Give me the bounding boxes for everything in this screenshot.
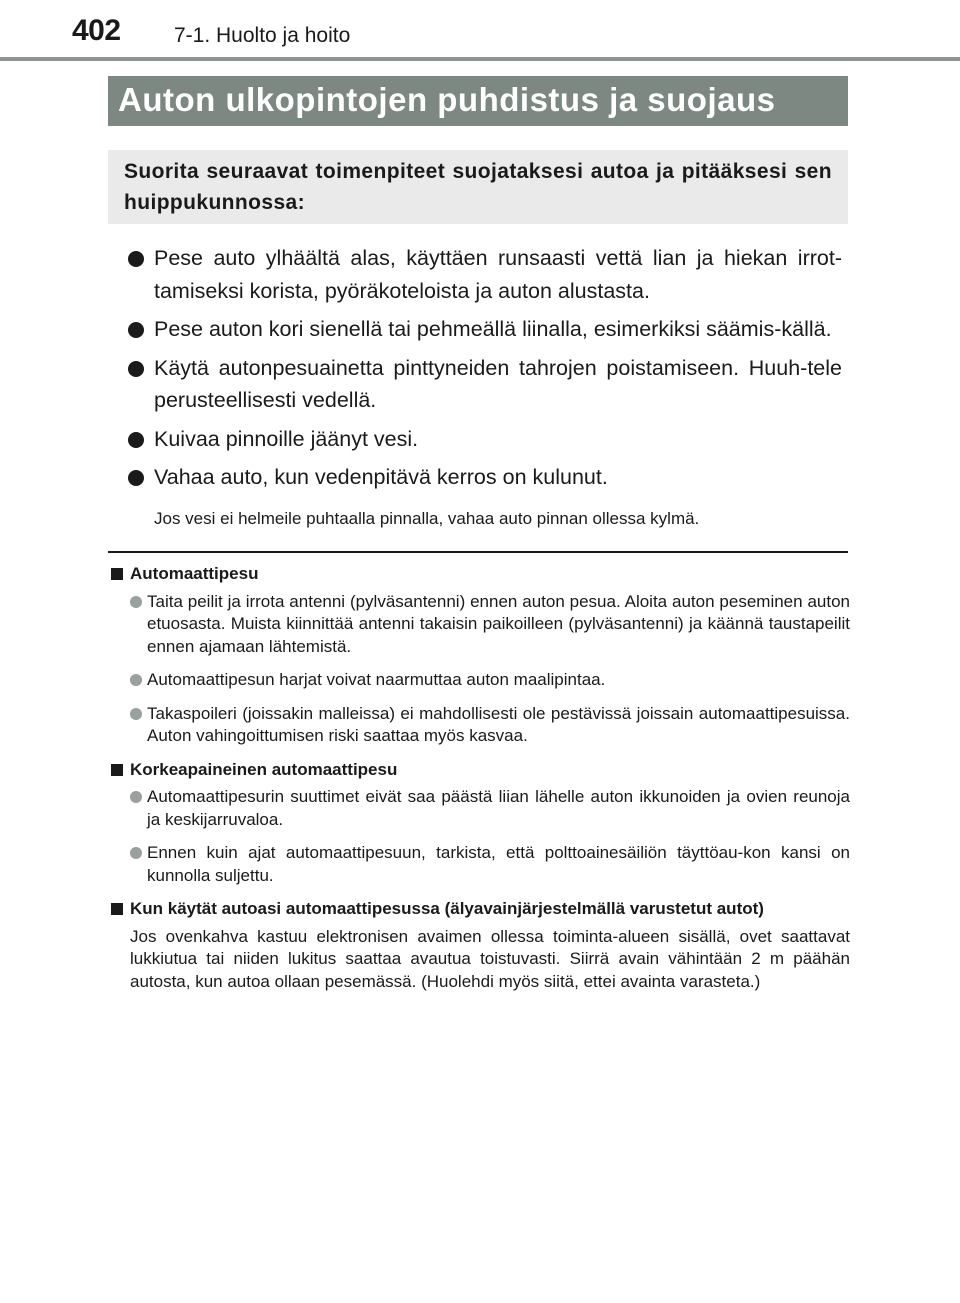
detail-text: Taita peilit ja irrota antenni (pylväsantenni) ennen auton pesua. Aloita auton peseminen auton etuosasta. Muista kiinnittää antenni takaisin paikoilleen (pylväsantenni) ja käännä taustapeilit ennen ajamaan lähtemistä. [147,591,850,656]
wax-note: Jos vesi ei helmeile puhtaalla pinnalla, vahaa auto pinnan ollessa kylmä. [154,509,700,528]
circle-bullet-icon [130,674,142,686]
bullet-text: Vahaa auto, kun vedenpitävä kerros on kulunut. [154,465,608,489]
bullet-item [126,242,842,307]
bullet-item [126,423,842,456]
detail-text: Automaattipesun harjat voivat naarmuttaa auton maalipintaa. [147,670,606,689]
title-bar [108,76,848,126]
bullet-text: Kuivaa pinnoille jäänyt vesi. [154,426,419,451]
detail-item [110,591,850,659]
bullet-text: Käytä autonpesuainetta pinttyneiden tahrojen poistamiseen. Huuh-tele perusteellisesti vedellä. [154,355,842,412]
header-rule [0,57,960,61]
detail-item [110,786,850,831]
circle-bullet-icon [130,596,142,608]
smart-key-paragraph: Jos ovenkahva kastuu elektronisen avaimen ollessa toiminta-alueen sisällä, ovet saattavat lukkiutua tai niiden lukitus saattaa avautua toistuvasti. Siirrä avain vähintään 2 m päähän autosta, kun autoa ollaan pesemässä. (Huolehdi myös siitä, ettei avainta varasteta.) [130,926,850,991]
heading-text: Kun käytät autoasi automaattipesussa (älyavainjärjestelmällä varustetut autot) [130,899,764,918]
bullet-item [126,313,842,346]
detail-item [110,669,850,692]
circle-bullet-icon [130,708,142,720]
intro-box [108,150,848,224]
intro-text: Suorita seuraavat toimenpiteet suojataksesi autoa ja pitääksesi sen huippukunnossa: [124,160,832,214]
heading-text: Korkeapaineinen automaattipesu [130,759,398,779]
bullet-text: Pese auton kori sienellä tai pehmeällä liinalla, esimerkiksi säämis-källä. [154,317,832,341]
circle-bullet-icon [130,791,142,803]
detail-text: Ennen kuin ajat automaattipesuun, tarkista, että polttoainesäiliön täyttöau-kon kansi on kunnolla suljettu. [147,843,850,885]
section-divider [108,551,848,553]
bullet-dot-icon [128,432,144,448]
detail-text: Automaattipesurin suuttimet eivät saa päästä liian lähelle auton ikkunoiden ja ovien reunoja ja keskijarruvaloa. [147,787,850,829]
bullet-dot-icon [128,470,144,486]
detail-text: Takaspoileri (joissakin malleissa) ei mahdollisesti ole pestävissä joissain automaattipesuissa. Auton vahingoittumisen riski saattaa myös kasvaa. [147,703,850,745]
bullet-dot-icon [128,322,144,338]
circle-bullet-icon [130,847,142,859]
heading-text: Automaattipesu [130,564,259,583]
bullet-item [126,352,842,417]
page-number: 402 [72,14,121,47]
bullet-text: Pese auto ylhäältä alas, käyttäen runsaasti vettä lian ja hiekan irrot-tamiseksi korista, pyöräkoteloista ja auton alustasta. [154,246,842,303]
bullet-dot-icon [128,361,144,377]
heading-alyavain [110,898,850,921]
bullet-dot-icon [128,251,144,267]
bullet-item [126,461,842,494]
square-bullet-icon [111,568,123,580]
detail-item [110,703,850,748]
square-bullet-icon [111,903,123,915]
heading-automaattipesu [110,563,850,586]
square-bullet-icon [111,764,123,776]
section-label: 7-1. Huolto ja hoito [174,24,351,47]
page-header [0,0,960,62]
bullet-list [126,242,842,500]
heading-korkeapaineinen [110,759,850,782]
detail-item [110,842,850,887]
page-title: Auton ulkopintojen puhdistus ja suojaus [118,81,776,118]
details-section [110,563,850,993]
